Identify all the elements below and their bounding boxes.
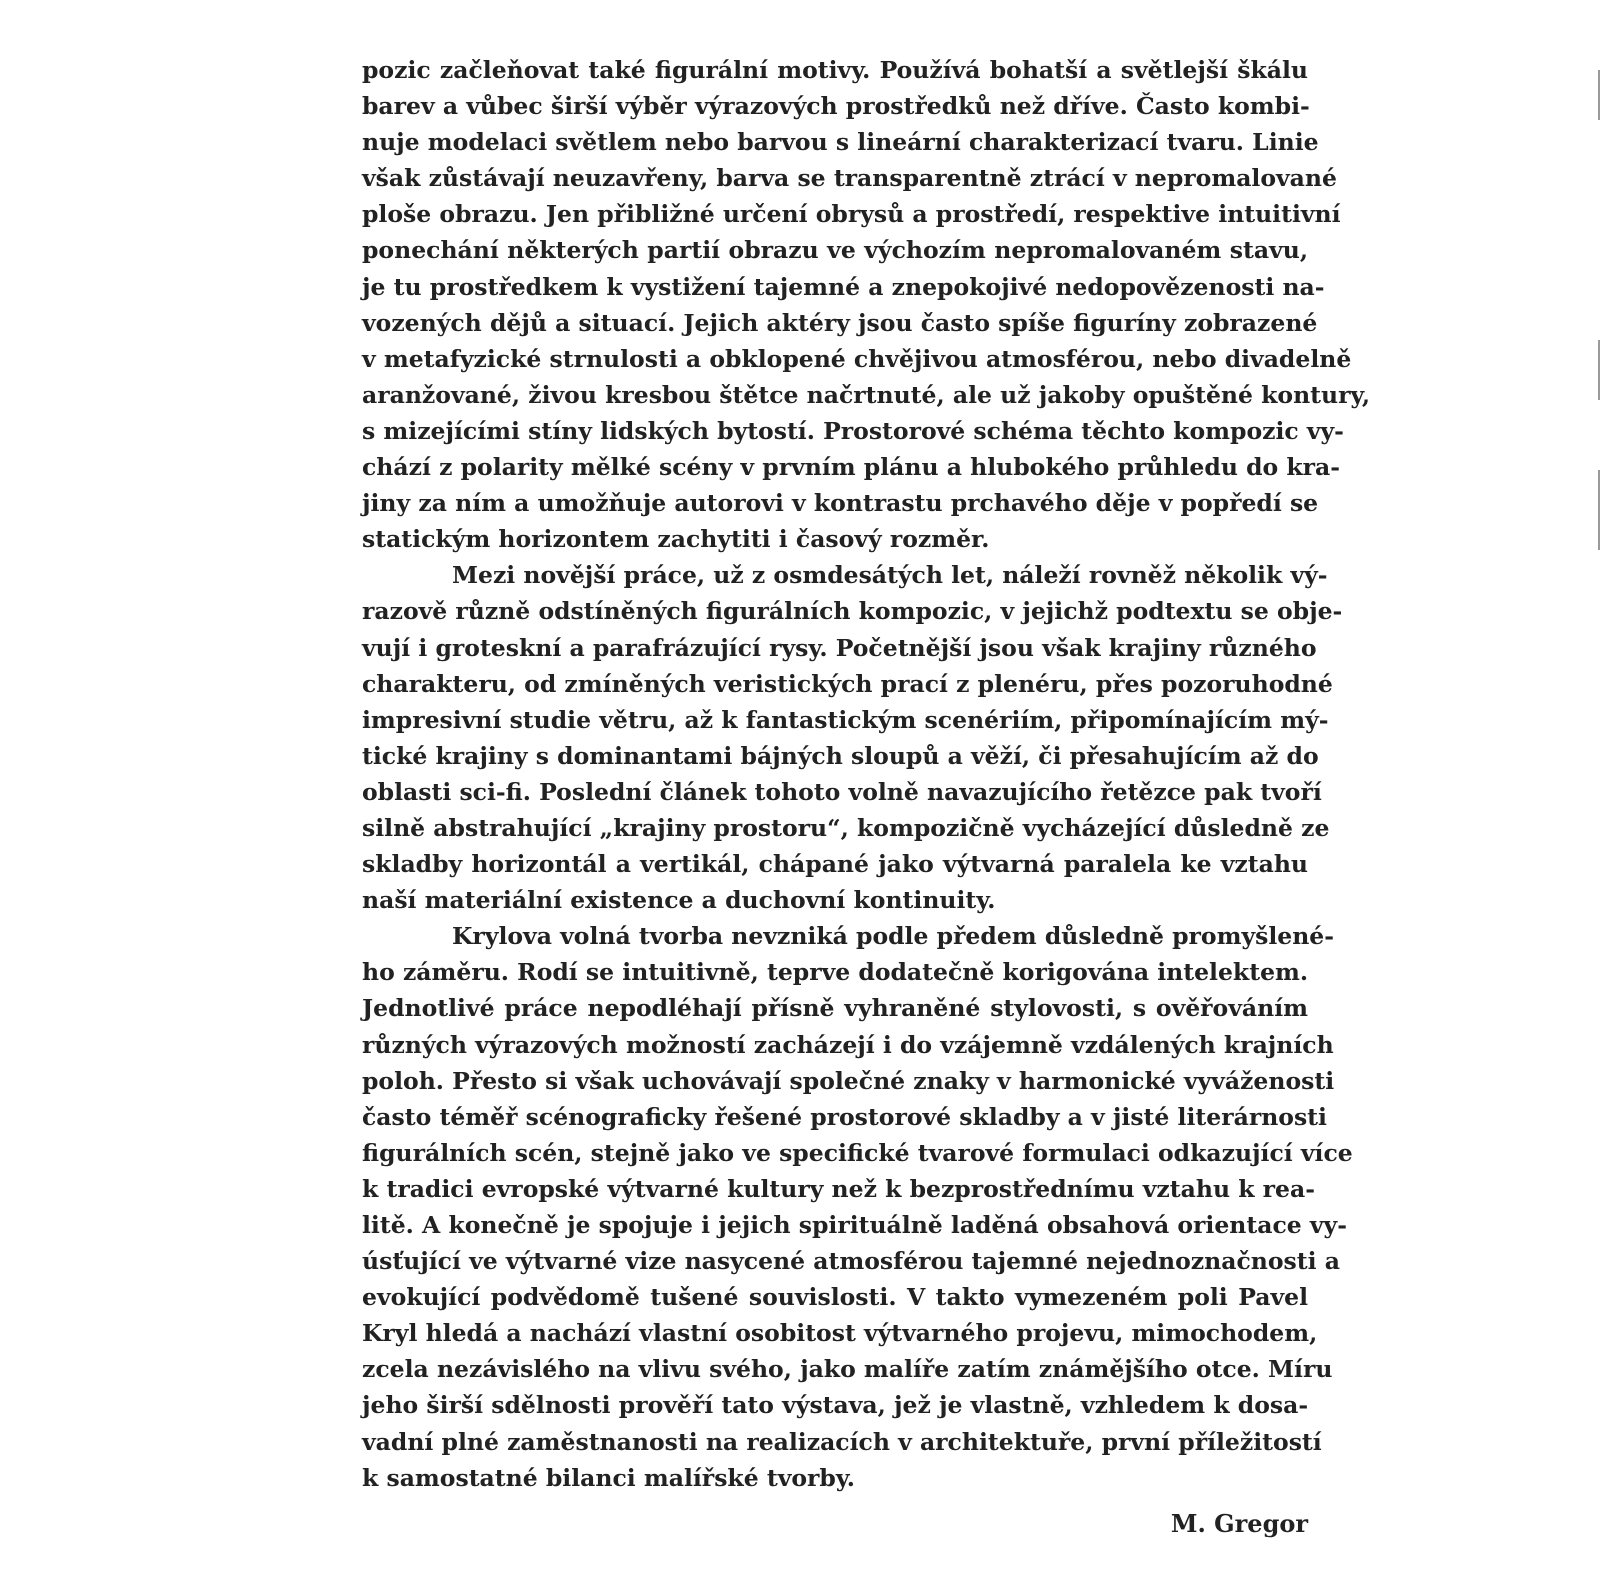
text-line: však zůstávají neuzavřeny, barva se transparentně ztrácí v nepromalované [362, 164, 1337, 193]
text-line: Mezi novější práce, už z osmdesátých let, náleží rovněž několik vý- [452, 561, 1328, 590]
text-line: razově různě odstíněných figurálních kompozic, v jejichž podtextu se obje- [362, 597, 1343, 626]
text-line: s mizejícími stíny lidských bytostí. Prostorové schéma těchto kompozic vy- [362, 416, 1344, 445]
text-line: vadní plné zaměstnanosti na realizacích v architektuře, první příležitostí [362, 1427, 1322, 1456]
paragraph-3 [362, 918, 1353, 1496]
text-line: naší materiální existence a duchovní kontinuity. [362, 886, 996, 915]
text-line: silně abstrahující „krajiny prostoru“, kompozičně vycházející důsledně ze [362, 813, 1330, 842]
text-line: ploše obrazu. Jen přibližné určení obrysů a prostředí, respektive intuitivní [362, 200, 1341, 229]
text-line: jeho širší sdělnosti prověří tato výstava, jež je vlastně, vzhledem k dosa- [362, 1391, 1309, 1420]
paragraph-2 [362, 557, 1343, 918]
text-line: Jednotlivé práce nepodléhají přísně vyhraněné stylovosti, s ověřováním [362, 994, 1308, 1023]
text-line: litě. A konečně je spojuje i jejich spirituálně laděná obsahová orientace vy- [362, 1211, 1347, 1239]
text-line: je tu prostředkem k vystižení tajemné a znepokojivé nedopovězenosti na- [362, 272, 1325, 301]
text-line: aranžované, živou kresbou štětce načrtnuté, ale už jakoby opuštěné kontury, [362, 380, 1371, 409]
text-line: oblasti sci-fi. Poslední článek tohoto volně navazujícího řetězce pak tvoří [362, 777, 1322, 806]
text-line: Kryl hledá a nachází vlastní osobitost výtvarného projevu, mimochodem, [362, 1319, 1318, 1348]
text-line: charakteru, od zmíněných veristických prací z plenéru, přes pozoruhodné [362, 669, 1333, 698]
text-line: pozic začleňovat také figurální motivy. Používá bohatší a světlejší škálu [362, 56, 1308, 84]
text-line: impresivní studie větru, až k fantastickým scenériím, připomínajícím mý- [362, 705, 1329, 734]
text-line: jiny za ním a umožňuje autorovi v kontrastu prchavého děje v popředí se [362, 489, 1319, 518]
text-line: různých výrazových možností zacházejí i do vzájemně vzdálených krajních [362, 1030, 1334, 1059]
text-line: často téměř scénograficky řešené prostorové skladby a v jisté literárnosti [362, 1102, 1327, 1131]
text-line: barev a vůbec širší výběr výrazových prostředků než dříve. Často kombi- [362, 92, 1310, 121]
text-line: v metafyzické strnulosti a obklopené chvějivou atmosférou, nebo divadelně [362, 344, 1352, 373]
text-line: ponechání některých partií obrazu ve výchozím nepromalovaném stavu, [362, 236, 1308, 265]
text-line: evokující podvědomě tušené souvislosti. V takto vymezeném poli Pavel [362, 1283, 1308, 1312]
text-line: statickým horizontem zachytiti i časový rozměr. [362, 525, 990, 554]
text-line: chází z polarity mělké scény v prvním plánu a hlubokého průhledu do kra- [362, 453, 1341, 482]
text-line: Krylova volná tvorba nevzniká podle předem důsledně promyšlené- [452, 922, 1334, 951]
text-line: úsťující ve výtvarné vize nasycené atmosférou tajemné nejednoznačnosti a [362, 1247, 1340, 1276]
text-line: tické krajiny s dominantami bájných sloupů a věží, či přesahujícím až do [362, 741, 1319, 770]
text-line: vují i groteskní a parafrázující rysy. Početnější jsou však krajiny různého [362, 633, 1317, 662]
text-line: poloh. Přesto si však uchovávají společné znaky v harmonické vyváženosti [362, 1066, 1335, 1095]
text-line: figurálních scén, stejně jako ve specifické tvarové formulaci odkazující více [362, 1138, 1353, 1167]
paragraph-1 [362, 52, 1371, 557]
text-line: k tradici evropské výtvarné kultury než k bezprostřednímu vztahu k rea- [362, 1174, 1315, 1203]
article-body [362, 52, 1371, 1496]
text-line: vozených dějů a situací. Jejich aktéry jsou často spíše figuríny zobrazené [362, 308, 1318, 337]
text-line: zcela nezávislého na vlivu svého, jako malíře zatím známějšího otce. Míru [362, 1355, 1333, 1384]
text-line: skladby horizontál a vertikál, chápané jako výtvarná paralela ke vztahu [362, 850, 1308, 879]
text-line: k samostatné bilanci malířské tvorby. [362, 1463, 855, 1492]
text-line: ho záměru. Rodí se intuitivně, teprve dodatečně korigována intelektem. [362, 958, 1309, 987]
author-signature: M. Gregor [1170, 1509, 1308, 1538]
text-line: nuje modelaci světlem nebo barvou s lineární charakterizací tvaru. Linie [362, 128, 1319, 157]
